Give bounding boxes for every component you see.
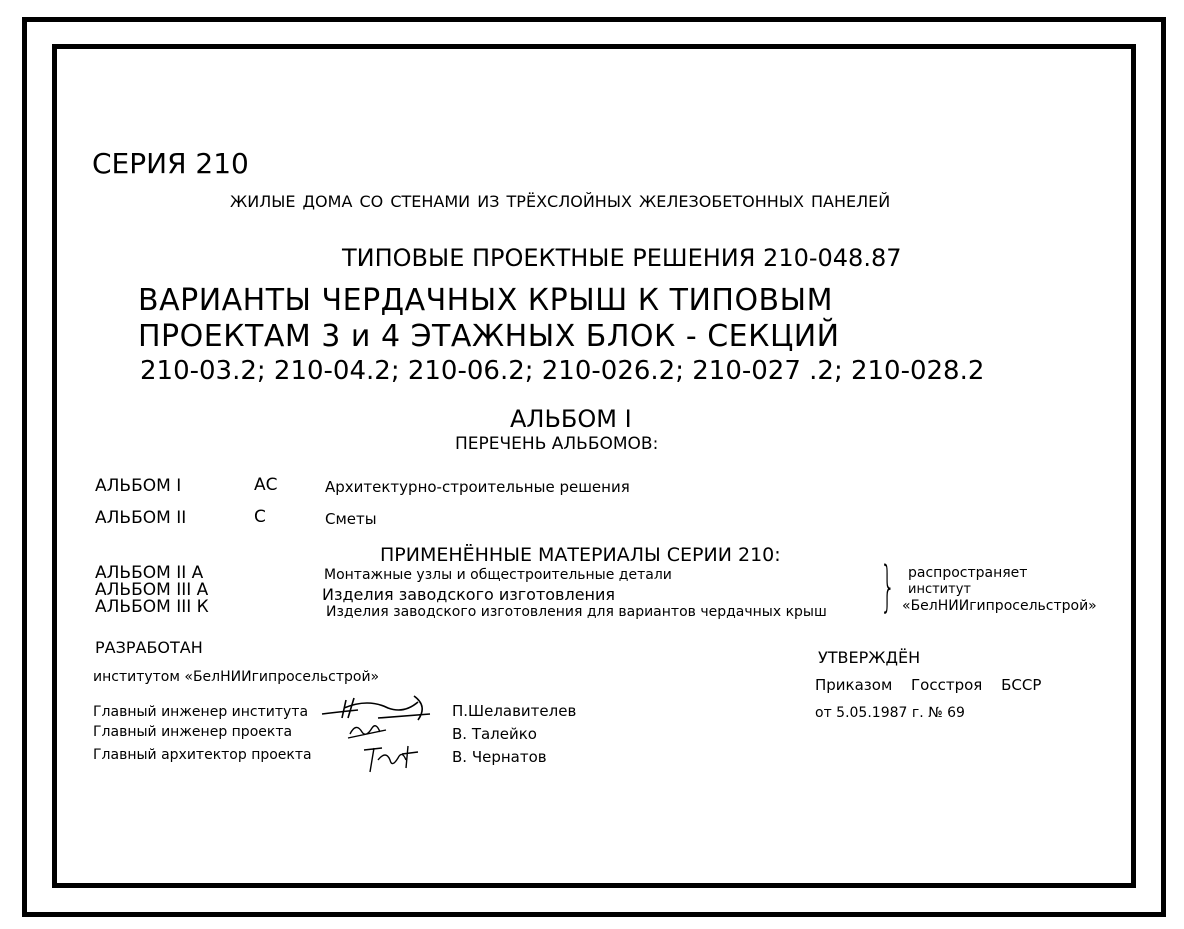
material-description: Монтажные узлы и общестроительные детали xyxy=(324,567,672,583)
distributor-label-2: институт xyxy=(908,582,971,597)
approval-date: от 5.05.1987 г. № 69 xyxy=(815,705,965,721)
material-description: Изделия заводского изготовления xyxy=(322,585,616,604)
signatory-position: Главный инженер института xyxy=(93,704,309,720)
project-number: ТИПОВЫЕ ПРОЕКТНЫЕ РЕШЕНИЯ 210-048.87 xyxy=(342,244,902,272)
developed-label: РАЗРАБОТАН xyxy=(95,638,203,657)
album-name: АЛЬБОМ I xyxy=(95,476,182,496)
approval-order: Приказом Госстроя БССР xyxy=(815,676,1042,694)
album-name: АЛЬБОМ II xyxy=(95,508,187,528)
album-description: Сметы xyxy=(325,510,377,528)
brace-glyph: } xyxy=(880,555,896,618)
document-title-line-2: ПРОЕКТАМ 3 и 4 ЭТАЖНЫХ БЛОК - СЕКЦИЙ xyxy=(138,319,840,354)
signatory-name: В. Талейко xyxy=(452,725,537,743)
material-description: Изделия заводского изготовления для вариантов чердачных крыш xyxy=(326,604,827,620)
approved-label: УТВЕРЖДЁН xyxy=(818,648,921,667)
signatory-position: Главный инженер проекта xyxy=(93,724,293,740)
signatory-position: Главный архитектор проекта xyxy=(93,747,312,763)
album-list-heading: ПЕРЕЧЕНЬ АЛЬБОМОВ: xyxy=(455,434,659,454)
materials-heading: ПРИМЕНЁННЫЕ МАТЕРИАЛЫ СЕРИИ 210: xyxy=(380,544,781,566)
material-album-name: АЛЬБОМ III А xyxy=(95,580,209,600)
document-title-line-1: ВАРИАНТЫ ЧЕРДАЧНЫХ КРЫШ К ТИПОВЫМ xyxy=(138,283,833,318)
album-description: Архитектурно-строительные решения xyxy=(325,478,630,496)
distributor-name: «БелНИИгипросельстрой» xyxy=(902,598,1097,614)
signatory-name: П.Шелавителев xyxy=(452,702,577,720)
distributor-label: распространяет xyxy=(908,565,1028,581)
signature-chief-engineer-project xyxy=(346,720,396,742)
series-subtitle: ЖИЛЫЕ ДОМА СО СТЕНАМИ ИЗ ТРЁХСЛОЙНЫХ ЖЕЛЕЗОБЕТОННЫХ ПАНЕЛЕЙ xyxy=(230,192,891,211)
material-album-name: АЛЬБОМ II А xyxy=(95,563,204,583)
album-code: С xyxy=(254,507,266,527)
signatory-name: В. Чернатов xyxy=(452,748,547,766)
series-title: СЕРИЯ 210 xyxy=(92,147,249,180)
material-album-name: АЛЬБОМ III К xyxy=(95,597,209,617)
album-code: АС xyxy=(254,475,278,495)
album-title: АЛЬБОМ I xyxy=(510,405,632,433)
project-codes: 210-03.2; 210-04.2; 210-06.2; 210-026.2; 210-027 .2; 210-028.2 xyxy=(140,356,985,386)
developer-institute: институтом «БелНИИгипросельстрой» xyxy=(93,669,380,685)
signature-chief-architect-project xyxy=(362,742,424,776)
